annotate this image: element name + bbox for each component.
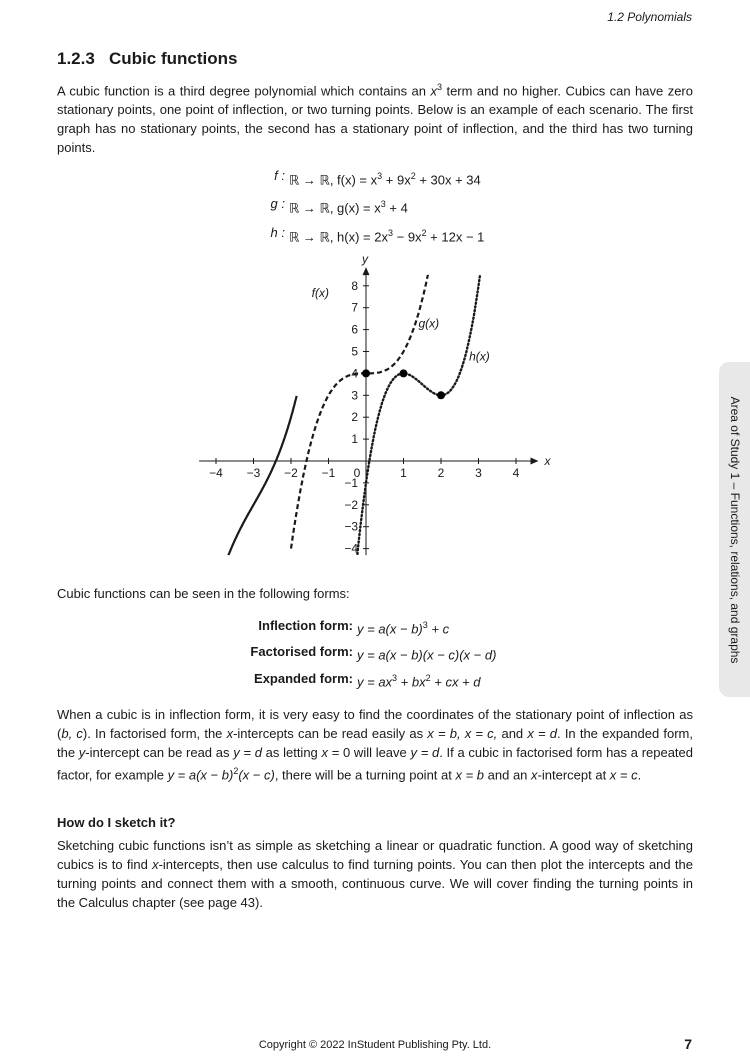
- function-f: f : ℝ → ℝ, $f(x) = x^3 + 9x^2 + 30x + 34$: [274, 168, 481, 188]
- chapter-side-tab: Area of Study 1 – Functions, relations, and graphs: [719, 362, 750, 697]
- function-definitions: [0, 164, 750, 249]
- stationary-point: [400, 369, 408, 377]
- x-tick-label: −4: [209, 466, 223, 480]
- x-tick-label: −3: [246, 466, 261, 480]
- y-tick-label: 1: [351, 432, 358, 447]
- x-tick-label: 3: [475, 466, 482, 480]
- y-tick-label: −3: [344, 519, 358, 534]
- forms-paragraph: When a cubic is in inflection form, it is very easy to find the coordinates of the stationary point of inflection as (b, c). In factorised form, the x-intercepts can be read easily as x = b, x = c, and x = d. In the expanded form, the y-intercept can be read as y = d as letting x = 0 will leave y = d. If a cubic in factorised form has a repeated factor, for example $y = a(x - b)^2(x - c)$, there will be a turning point at x = b and an x-intercept at x = c.: [57, 707, 694, 783]
- series-label: g(x): [418, 316, 440, 331]
- function-g: g : ℝ → ℝ, $g(x) = x^3 + 4$: [270, 196, 408, 216]
- copyright-footer: Copyright © 2022 InStudent Publishing Pty. Ltd.: [258, 1039, 492, 1051]
- x-tick-label: −1: [321, 466, 336, 480]
- y-tick-label: 3: [351, 388, 358, 403]
- section-number: 1.2.3: [57, 49, 95, 68]
- page-number: 7: [684, 1036, 692, 1052]
- series-label: f(x): [311, 285, 329, 300]
- series-hx: [353, 258, 482, 569]
- section-heading: [57, 49, 237, 69]
- forms-intro: Cubic functions can be seen in the following forms:: [57, 586, 350, 601]
- y-axis-arrow: [363, 267, 370, 275]
- stationary-point: [437, 391, 445, 399]
- cubic-forms: [0, 614, 750, 693]
- x-tick-label: −2: [284, 466, 298, 480]
- y-tick-label: 7: [351, 300, 358, 315]
- x-axis-label: x: [544, 454, 551, 468]
- x-tick-label: 4: [512, 466, 520, 480]
- running-header: 1.2 Polynomials: [607, 10, 692, 24]
- stationary-point: [362, 369, 370, 377]
- x-tick-label: 0: [353, 466, 361, 480]
- form-inflection: Inflection form: $y = a(x - b)^3 + c$: [258, 618, 450, 637]
- x-tick-label: 1: [400, 466, 407, 480]
- series-gx: [291, 266, 430, 549]
- sketch-paragraph: Sketching cubic functions isn’t as simple as sketching a linear or quadratic function. A good way of sketching cubics is to find x-intercepts, then use calculus to find turning points. You can then plot the intercepts and the turning points and connect them with a smooth, continuous curve. We will cover finding the turning points in the Calculus chapter (see page 43).: [57, 838, 693, 910]
- x-axis-arrow: [531, 458, 539, 465]
- y-tick-label: −4: [344, 541, 358, 556]
- section-title: Cubic functions: [109, 49, 238, 68]
- y-tick-label: −1: [344, 475, 358, 490]
- form-expanded: Expanded form: $y = ax^3 + bx^2$ + cx + d: [254, 670, 481, 689]
- subheading: How do I sketch it?: [57, 815, 176, 830]
- y-tick-label: 8: [351, 278, 358, 293]
- y-tick-label: 2: [351, 410, 358, 425]
- y-tick-label: 4: [351, 366, 358, 381]
- cubic-graph: [180, 248, 560, 568]
- y-tick-label: 6: [351, 322, 358, 337]
- y-tick-label: 5: [351, 344, 358, 359]
- form-factorised: Factorised form: y = a(x − b)(x − c)(x − d): [250, 644, 497, 663]
- intro-paragraph: A cubic function is a third degree polynomial which contains an $x^3$ term and no higher. Cubics can have zero stationary points, one point of inflection, or two turning points. Below is an example of each scenario. The first graph has no stationary points, the second has a stationary point of inflection, and the third has two turning points.: [57, 82, 693, 156]
- y-tick-label: −2: [344, 497, 358, 512]
- y-axis-label: y: [362, 252, 368, 267]
- series-label: h(x): [469, 349, 490, 364]
- function-h: h : ℝ → ℝ, $h(x) = 2x^3 - 9x^2 + 12x - 1$: [270, 224, 485, 244]
- x-tick-label: 2: [437, 466, 445, 480]
